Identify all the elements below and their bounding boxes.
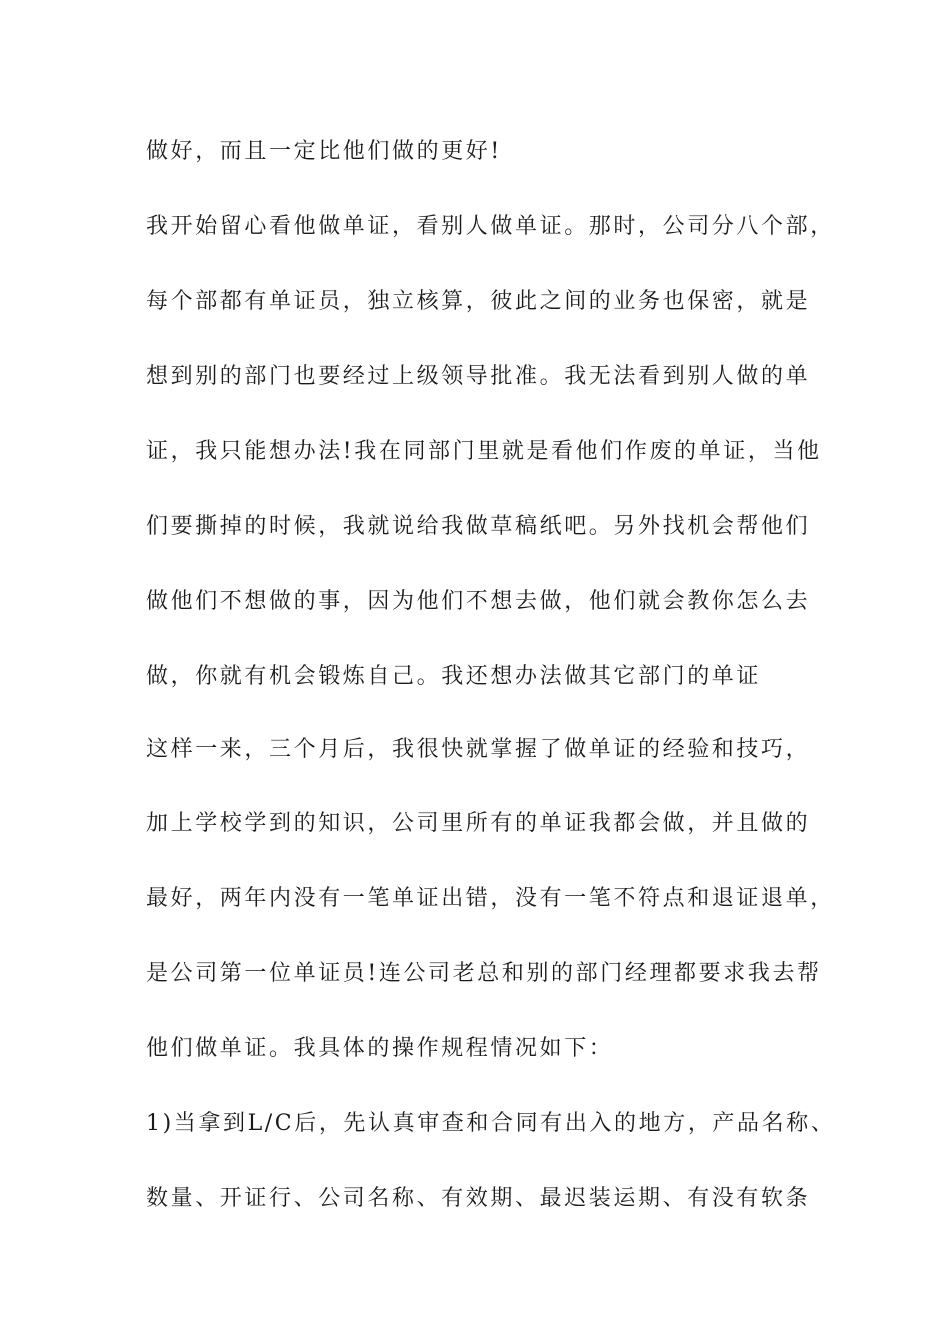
text-line-2: 我开始留心看他做单证，看别人做单证。那时，公司分八个部， bbox=[146, 214, 835, 239]
text-line-8: 做，你就有机会锻炼自己。我还想办法做其它部门的单证 bbox=[146, 664, 762, 689]
text-line-7: 做他们不想做的事，因为他们不想去做，他们就会教你怎么去 bbox=[146, 589, 811, 614]
text-line-11: 最好，两年内没有一笔单证出错，没有一笔不符点和退证退单， bbox=[146, 886, 835, 911]
text-line-5: 证，我只能想办法!我在同部门里就是看他们作废的单证，当他 bbox=[146, 439, 822, 464]
text-line-15: 数量、开证行、公司名称、有效期、最迟装运期、有没有软条 bbox=[146, 1186, 811, 1211]
text-line-6: 们要撕掉的时候，我就说给我做草稿纸吧。另外找机会帮他们 bbox=[146, 514, 811, 539]
text-line-12: 是公司第一位单证员!连公司老总和别的部门经理都要求我去帮 bbox=[146, 961, 822, 986]
text-line-3: 每个部都有单证员，独立核算，彼此之间的业务也保密，就是 bbox=[146, 289, 811, 314]
text-line-13: 他们做单证。我具体的操作规程情况如下： bbox=[146, 1036, 614, 1061]
text-line-10: 加上学校学到的知识，公司里所有的单证我都会做，并且做的 bbox=[146, 811, 811, 836]
text-line-9: 这样一来，三个月后，我很快就掌握了做单证的经验和技巧， bbox=[146, 737, 811, 762]
text-line-1: 做好，而且一定比他们做的更好! bbox=[146, 139, 502, 164]
text-line-14: 1)当拿到L/C后，先认真审查和合同有出入的地方，产品名称、 bbox=[146, 1111, 836, 1136]
text-line-4: 想到别的部门也要经过上级领导批准。我无法看到别人做的单 bbox=[146, 364, 811, 389]
